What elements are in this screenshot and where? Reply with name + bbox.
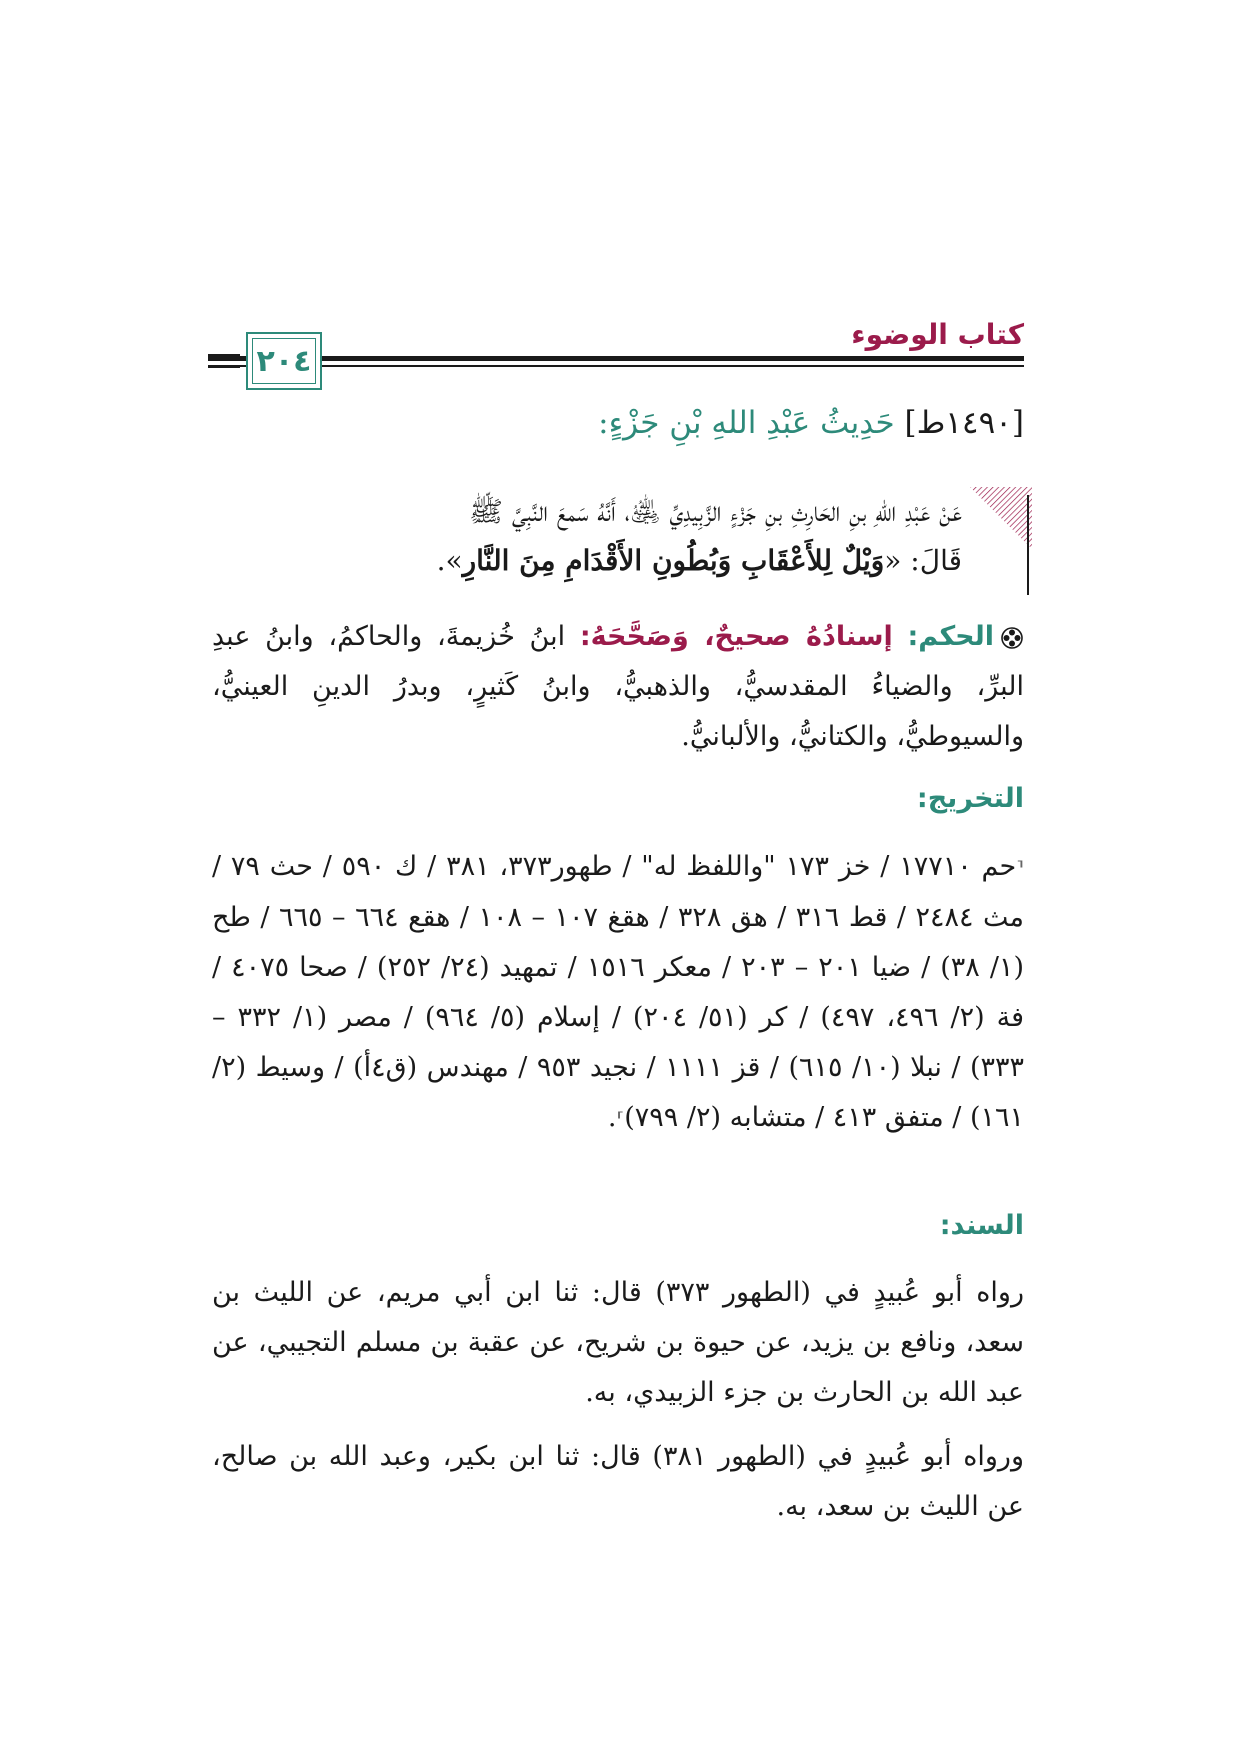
sanad-paragraph-1 [212, 1268, 1024, 1418]
header-rule-left [208, 354, 240, 368]
takhrij-text: حم ١٧٧١٠ / خز ١٧٣ "واللفظ له" / طهور٣٧٣، ٣٨١ / ك ٥٩٠ / حث ٧٩ / مث ٢٤٨٤ / قط ٣١٦ / هق ٣٢٨ / هقغ ١٠٧ – ١٠٨ / هقع ٦٦٤ – ٦٦٥ / طح (١/ ٣٨) / ضيا ٢٠١ – ٢٠٣ / معكر ١٥١٦ / تمهيد (٢٤/ ٢٥٢) / صحا ٤٠٧٥ / فة (٢/ ٤٩٦، ٤٩٧) / كر (٥١/ ٢٠٤) / إسلام (٥/ ٩٦٤) / مصر (١/ ٣٣٢ – ٣٣٣) / نبلا (١٠/ ٦١٥) / قز ١١١١ / نجيد ٩٥٣ / مهندس (ق٤أ) / وسيط (٢/ ١٦١) / متفق ٤١٣ / متشابه (٢/ ٧٩٩) [212, 851, 1025, 1133]
hukm-verdict: إسنادُهُ صحيحٌ، وَصَحَّحَهُ: [579, 621, 893, 652]
matn-line-2 [216, 536, 962, 585]
hukm-paragraph [212, 612, 1024, 762]
matn-text [216, 487, 962, 585]
sanad-text-2: ورواه أبو عُبيدٍ في (الطهور ٣٨١) قال: ثنا ابن بكير، وعبد الله بن صالح، عن الليث بن سعد، به. [212, 1441, 1024, 1522]
page-number-frame [246, 332, 322, 390]
takhrij-paragraph [212, 842, 1024, 1144]
matn-block [216, 487, 1032, 595]
header-rule-thin [208, 365, 1024, 367]
hukm-authorities: ابنُ خُزيمةَ، والحاكمُ، وابنُ عبدِ البرِّ، والضياءُ المقدسيُّ، والذهبيُّ، وابنُ كَثيرٍ، وبدرُ الدينِ العينيُّ، والسيوطيُّ، والكتانيُّ، والألبانيُّ. [212, 621, 1024, 752]
page-number: ٢٠٤ [256, 343, 312, 379]
book-title: كتاب الوضوء [851, 318, 1024, 351]
page-header [208, 318, 1024, 400]
takhrij-label: التخريج: [916, 783, 1024, 814]
matn-line-1: عَنْ عَبْدِ اللهِ بنِ الحَارِثِ بنِ جَزْءٍ الزَّبِيدِيِّ ﵁، أَنَّهُ سَمعَ النَّبِيَّ ﷺ [469, 495, 962, 528]
hadith-title: حَدِيثُ عَبْدِ اللهِ بْنِ جَزْءٍ: [598, 405, 895, 441]
sanad-paragraph-2 [212, 1432, 1024, 1532]
takhrij-bracket-open-icon: ⸢ [1016, 856, 1024, 880]
matn-qala: قَالَ: « [884, 544, 962, 577]
matn-corner-ornament-icon [970, 487, 1032, 597]
takhrij-bracket-close-icon: ⸣ [616, 1107, 625, 1131]
matn-quote-close: ». [436, 544, 463, 577]
header-rule-thick [208, 356, 1024, 361]
sanad-label: السند: [939, 1210, 1024, 1241]
hadith-number: [١٤٩٠ط] [904, 405, 1024, 441]
sanad-text-1: رواه أبو عُبيدٍ في (الطهور ٣٧٣) قال: ثنا ابن أبي مريم، عن الليث بن سعد، ونافع بن يزيد، عن حيوة بن شريح، عن عقبة بن مسلم التجيبي، عن عبد الله بن الحارث بن جزء الزبيدي، به. [212, 1277, 1024, 1408]
hukm-text-line [212, 612, 1024, 762]
flower-ornament-icon [1000, 626, 1024, 650]
hadith-heading [598, 405, 1024, 441]
hukm-label: الحكم: [907, 621, 994, 652]
matn-quote: وَيْلٌ لِلأَعْقَابِ وَبُطُونِ الأَقْدَامِ مِنَ النَّارِ [462, 544, 885, 577]
takhrij-text-line: ⸢حم ١٧٧١٠ / خز ١٧٣ "واللفظ له" / طهور٣٧٣، ٣٨١ / ك ٥٩٠ / حث ٧٩ / مث ٢٤٨٤ / قط ٣١٦ / هق ٣٢٨ / هقغ ١٠٧ – ١٠٨ / هقع ٦٦٤ – ٦٦٥ / طح (١/ ٣٨) / ضيا ٢٠١ – ٢٠٣ / معكر ١٥١٦ / تمهيد (٢٤/ ٢٥٢) / صحا ٤٠٧٥ / فة (٢/ ٤٩٦، ٤٩٧) / كر (٥١/ ٢٠٤) / إسلام (٥/ ٩٦٤) / مصر (١/ ٣٣٢ – ٣٣٣) / نبلا (١٠/ ٦١٥) / قز ١١١١ / نجيد ٩٥٣ / مهندس (ق٤أ) / وسيط (٢/ ١٦١) / متفق ٤١٣ / متشابه (٢/ ٧٩٩)⸣. [212, 851, 1025, 1133]
